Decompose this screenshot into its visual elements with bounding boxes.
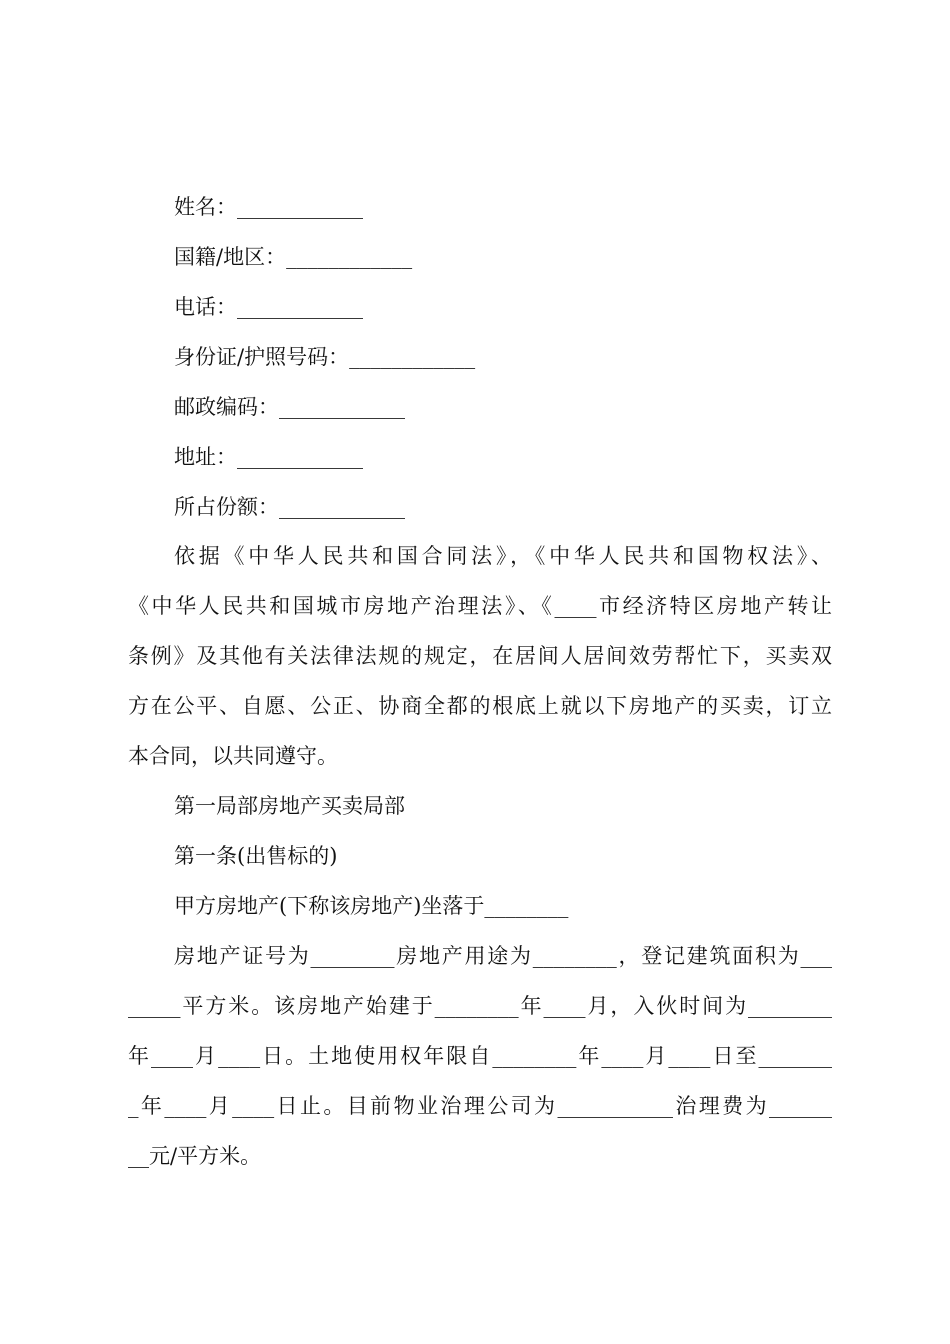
field-phone: 电话：____________	[174, 295, 363, 319]
field-nationality: 国籍/地区：____________	[174, 245, 413, 269]
intro-line-4: 方在公平、自愿、公正、协商全都的根底上就以下房地产的买卖，订立	[128, 694, 832, 718]
field-postcode: 邮政编码：____________	[174, 395, 405, 419]
details-line-1: 房地产证号为________房地产用途为________，登记建筑面积为___	[174, 944, 832, 968]
article-title: 第一条(出售标的)	[174, 844, 338, 868]
details-line-2: _____平方米。该房地产始建于________年____月，入伙时间为________	[128, 994, 832, 1018]
property-location: 甲方房地产(下称该房地产)坐落于________	[174, 894, 569, 918]
field-address: 地址：____________	[174, 445, 363, 469]
field-id-number: 身份证/护照号码：____________	[174, 345, 476, 369]
intro-line-2: 《中华人民共和国城市房地产治理法》、《____市经济特区房地产转让	[128, 594, 832, 618]
details-line-4: _年____月____日止。目前物业治理公司为___________治理费为______	[128, 1094, 832, 1118]
intro-line-1: 依据《中华人民共和国合同法》，《中华人民共和国物权法》、	[174, 544, 832, 568]
part-title: 第一局部房地产买卖局部	[174, 794, 405, 818]
details-line-5: __元/平方米。	[128, 1144, 262, 1168]
field-name: 姓名：____________	[174, 195, 363, 219]
intro-line-5: 本合同，以共同遵守。	[128, 744, 338, 768]
intro-line-3: 条例》及其他有关法律法规的规定，在居间人居间效劳帮忙下，买卖双	[128, 644, 832, 668]
details-line-3: 年____月____日。土地使用权年限自________年____月____日至_______	[128, 1044, 832, 1068]
field-share: 所占份额：____________	[174, 495, 405, 519]
